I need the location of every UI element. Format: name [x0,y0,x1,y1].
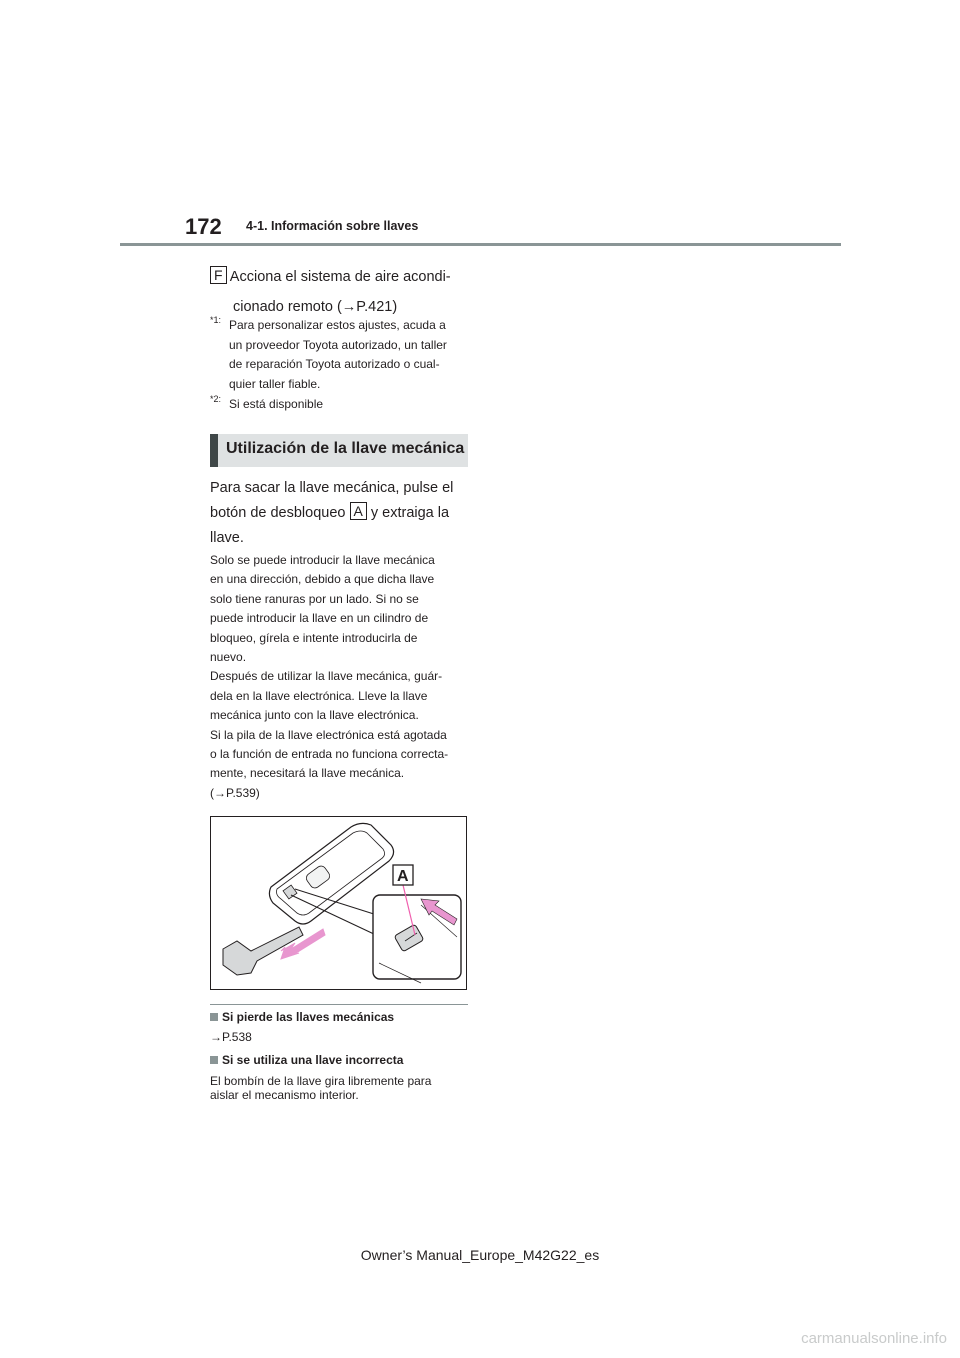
footnote-1-line: un proveedor Toyota autorizado, un taller [229,337,447,352]
item-f-line1: Acciona el sistema de aire acondi- [229,269,451,285]
paragraph-line: puede introducir la llave en un cilindro de [210,611,429,626]
square-bullet-icon [210,1013,218,1021]
item-f [210,262,480,322]
footnote-1-line: Para personalizar estos ajustes, acuda a [229,318,446,332]
footnote-1-mark: *1: [210,315,222,325]
intro-line2-after: y extraiga la [370,505,450,521]
paragraph-line: bloqueo, gírela e intente introducirla de [210,630,418,645]
callout-badge-f: F [210,266,227,284]
callout-badge-a: A [350,502,367,520]
figure-divider [210,1004,468,1005]
paragraph-line: en una dirección, debido a que dicha llave [210,572,435,587]
subsection-heading [210,1053,403,1067]
intro-line2-before: botón de desbloqueo [210,505,346,521]
paragraph-line: solo tiene ranuras por un lado. Si no se [210,591,419,606]
subsection-text-line: El bombín de la llave gira libremente para [210,1074,432,1088]
intro-line2 [210,501,470,526]
section-title-bar [210,434,468,467]
intro-line1: Para sacar la llave mecánica, pulse el [210,480,454,496]
footnote-2-mark: *2: [210,394,222,404]
paragraph-line: Después de utilizar la llave mecánica, guár- [210,669,443,684]
subsection-text-line: aislar el mecanismo interior. [210,1088,359,1102]
footnote-2-line: Si está disponible [229,397,324,411]
square-bullet-icon [210,1056,218,1064]
page-number: 172 [185,214,222,239]
paragraph-line: Si la pila de la llave electrónica está agotada [210,727,447,742]
subsection-title: Si se utiliza una llave incorrecta [222,1053,404,1067]
intro-text [210,476,470,551]
paragraph-line: o la función de entrada no funciona correcta- [210,747,449,762]
key-illustration [210,816,467,990]
paragraph-line: Solo se puede introducir la llave mecánica [210,553,435,567]
subsection-heading [210,1010,394,1024]
paragraph-line: mente, necesitará la llave mecánica. [210,766,405,781]
subsection-text: →P.538 [210,1030,252,1044]
header-divider [120,243,841,246]
subsection-title: Si pierde las llaves mecánicas [222,1010,395,1024]
footnote-2 [210,395,470,415]
body-paragraph [210,551,472,803]
intro-line3: llave. [210,530,244,546]
footnote-1-line: quier taller fiable. [229,376,321,391]
paragraph-line: (→P.539) [210,785,260,800]
key-illustration-svg [211,817,466,989]
subsection-text [210,1074,472,1102]
paragraph-line: mecánica junto con la llave electrónica. [210,708,419,723]
watermark: carmanualsonline.info [801,1330,947,1347]
label-a: A [397,868,409,885]
footnote-1 [210,316,470,394]
paragraph-line: dela en la llave electrónica. Lleve la llave [210,688,428,703]
item-f-line2: cionado remoto (→P.421) [233,299,398,315]
footnote-1-line: de reparación Toyota autorizado o cual- [229,357,440,371]
paragraph-line: nuevo. [210,650,247,665]
section-heading: 4-1. Información sobre llaves [246,219,419,233]
page-footer: Owner’s Manual_Europe_M42G22_es [360,1247,600,1263]
section-title: Utilización de la llave mecánica [226,440,465,457]
